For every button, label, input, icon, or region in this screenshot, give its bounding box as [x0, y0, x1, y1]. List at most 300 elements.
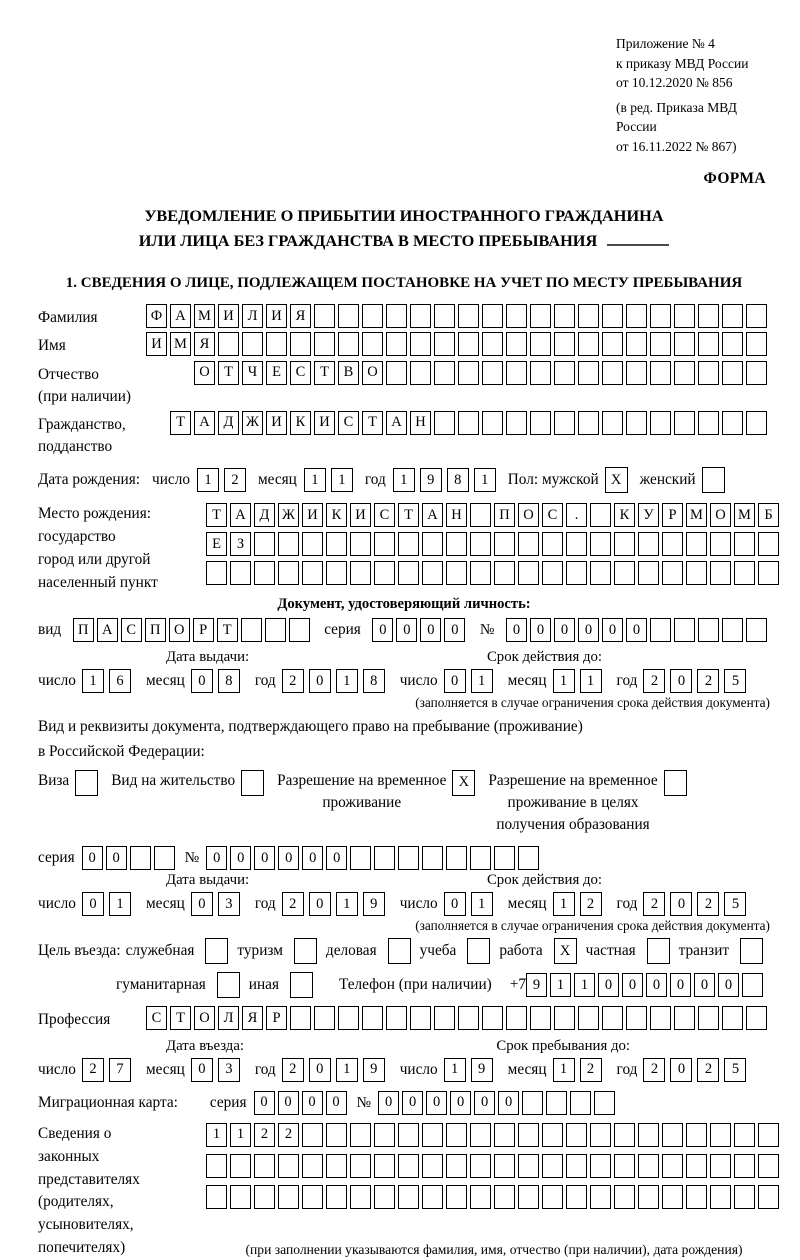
form-cell[interactable]: Л	[242, 304, 263, 328]
form-cell[interactable]	[350, 846, 371, 870]
form-cell[interactable]: 9	[363, 892, 385, 916]
form-cell[interactable]	[626, 304, 647, 328]
temp-residence-education-checkbox[interactable]	[658, 770, 687, 796]
form-cell[interactable]	[602, 304, 623, 328]
form-cell[interactable]: 1	[109, 892, 131, 916]
form-cell[interactable]	[422, 532, 443, 556]
form-cell[interactable]: А	[386, 411, 407, 435]
form-cell[interactable]	[650, 618, 671, 642]
option-checkbox[interactable]	[388, 938, 411, 964]
residence-permit-checkbox[interactable]	[235, 770, 264, 796]
form-cell[interactable]	[518, 846, 539, 870]
form-cell[interactable]	[350, 532, 371, 556]
form-cell[interactable]	[482, 304, 503, 328]
form-cell[interactable]: 0	[191, 892, 213, 916]
form-cell[interactable]	[554, 361, 575, 385]
expiry-year-input[interactable]	[643, 669, 751, 693]
issue-day-input[interactable]	[82, 669, 136, 693]
form-cell[interactable]: П	[145, 618, 166, 642]
representatives-line2-input[interactable]	[206, 1154, 782, 1178]
form-cell[interactable]	[522, 1091, 543, 1115]
form-cell[interactable]	[458, 304, 479, 328]
form-cell[interactable]: С	[121, 618, 142, 642]
issue-year-input[interactable]	[282, 669, 390, 693]
doc-number-input[interactable]	[506, 618, 770, 642]
form-cell[interactable]	[710, 1185, 731, 1209]
form-cell[interactable]: .	[566, 503, 587, 527]
form-cell[interactable]	[422, 1185, 443, 1209]
form-cell[interactable]	[638, 1185, 659, 1209]
form-cell[interactable]	[554, 332, 575, 356]
residence-series-input[interactable]	[82, 846, 178, 870]
form-cell[interactable]	[302, 532, 323, 556]
form-cell[interactable]	[566, 1185, 587, 1209]
form-cell[interactable]	[686, 561, 707, 585]
checkbox-cell[interactable]	[241, 770, 264, 796]
form-cell[interactable]: 1	[82, 669, 104, 693]
form-cell[interactable]	[422, 1154, 443, 1178]
form-cell[interactable]	[422, 846, 443, 870]
form-cell[interactable]: 0	[309, 669, 331, 693]
form-cell[interactable]: Ф	[146, 304, 167, 328]
form-cell[interactable]	[578, 1006, 599, 1030]
form-cell[interactable]	[230, 561, 251, 585]
form-cell[interactable]	[614, 1123, 635, 1147]
residence-expiry-day-input[interactable]	[444, 892, 498, 916]
form-cell[interactable]	[506, 1006, 527, 1030]
profession-input[interactable]	[146, 1006, 770, 1030]
form-cell[interactable]	[398, 846, 419, 870]
form-cell[interactable]: 0	[530, 618, 551, 642]
form-cell[interactable]	[674, 618, 695, 642]
form-cell[interactable]	[638, 532, 659, 556]
form-cell[interactable]: Т	[314, 361, 335, 385]
form-cell[interactable]	[518, 1154, 539, 1178]
form-cell[interactable]	[722, 304, 743, 328]
option-checkbox[interactable]: X	[554, 938, 577, 964]
form-cell[interactable]	[614, 532, 635, 556]
form-cell[interactable]	[710, 1123, 731, 1147]
form-cell[interactable]: К	[326, 503, 347, 527]
form-cell[interactable]: 0	[426, 1091, 447, 1115]
entry-day-input[interactable]	[82, 1058, 136, 1082]
form-cell[interactable]	[398, 532, 419, 556]
form-cell[interactable]: 9	[420, 468, 442, 492]
form-cell[interactable]	[542, 1154, 563, 1178]
form-cell[interactable]: 1	[336, 1058, 358, 1082]
form-cell[interactable]: И	[302, 503, 323, 527]
form-cell[interactable]	[338, 332, 359, 356]
form-cell[interactable]	[746, 361, 767, 385]
form-cell[interactable]	[638, 1123, 659, 1147]
form-cell[interactable]	[398, 561, 419, 585]
form-cell[interactable]	[230, 1154, 251, 1178]
form-cell[interactable]: 0	[554, 618, 575, 642]
form-cell[interactable]: Д	[254, 503, 275, 527]
form-cell[interactable]	[422, 561, 443, 585]
form-cell[interactable]	[422, 1123, 443, 1147]
form-cell[interactable]	[458, 361, 479, 385]
form-cell[interactable]	[590, 503, 611, 527]
form-cell[interactable]	[482, 361, 503, 385]
form-cell[interactable]: 2	[224, 468, 246, 492]
form-cell[interactable]	[302, 1185, 323, 1209]
form-cell[interactable]	[350, 561, 371, 585]
form-cell[interactable]	[374, 532, 395, 556]
form-cell[interactable]: 2	[282, 892, 304, 916]
form-cell[interactable]: 8	[218, 669, 240, 693]
form-cell[interactable]	[686, 1185, 707, 1209]
birth-year-input[interactable]	[393, 468, 501, 492]
form-cell[interactable]	[398, 1185, 419, 1209]
form-cell[interactable]	[734, 1123, 755, 1147]
form-cell[interactable]	[686, 1123, 707, 1147]
form-cell[interactable]	[446, 1185, 467, 1209]
form-cell[interactable]	[578, 332, 599, 356]
form-cell[interactable]	[434, 332, 455, 356]
temp-residence-checkbox[interactable]	[446, 770, 475, 796]
form-cell[interactable]	[506, 332, 527, 356]
form-cell[interactable]	[542, 561, 563, 585]
option-checkbox[interactable]	[740, 938, 763, 964]
form-cell[interactable]	[710, 561, 731, 585]
form-cell[interactable]	[554, 411, 575, 435]
form-cell[interactable]: 0	[718, 973, 739, 997]
form-cell[interactable]	[746, 1006, 767, 1030]
form-cell[interactable]: 0	[626, 618, 647, 642]
form-cell[interactable]	[758, 1154, 779, 1178]
form-cell[interactable]: 1	[580, 669, 602, 693]
form-cell[interactable]	[434, 1006, 455, 1030]
form-cell[interactable]: А	[170, 304, 191, 328]
form-cell[interactable]	[602, 332, 623, 356]
form-cell[interactable]	[506, 411, 527, 435]
form-cell[interactable]: 2	[580, 892, 602, 916]
form-cell[interactable]	[470, 1154, 491, 1178]
form-cell[interactable]	[470, 846, 491, 870]
form-cell[interactable]: 0	[450, 1091, 471, 1115]
form-cell[interactable]: П	[494, 503, 515, 527]
form-cell[interactable]: Я	[242, 1006, 263, 1030]
form-cell[interactable]: 1	[197, 468, 219, 492]
form-cell[interactable]: И	[266, 411, 287, 435]
form-cell[interactable]: 0	[578, 618, 599, 642]
form-cell[interactable]	[746, 332, 767, 356]
form-cell[interactable]	[602, 411, 623, 435]
form-cell[interactable]	[494, 561, 515, 585]
form-cell[interactable]: Р	[266, 1006, 287, 1030]
form-cell[interactable]	[746, 618, 767, 642]
form-cell[interactable]: 0	[278, 1091, 299, 1115]
form-cell[interactable]	[314, 332, 335, 356]
migration-number-input[interactable]	[378, 1091, 618, 1115]
form-cell[interactable]: А	[422, 503, 443, 527]
form-cell[interactable]	[206, 561, 227, 585]
form-cell[interactable]	[594, 1091, 615, 1115]
form-cell[interactable]	[746, 411, 767, 435]
form-cell[interactable]	[254, 1185, 275, 1209]
form-cell[interactable]	[662, 1154, 683, 1178]
form-cell[interactable]: 0	[420, 618, 441, 642]
form-cell[interactable]	[410, 361, 431, 385]
form-cell[interactable]: 2	[82, 1058, 104, 1082]
form-cell[interactable]: О	[710, 503, 731, 527]
form-cell[interactable]	[494, 1154, 515, 1178]
form-cell[interactable]	[458, 1006, 479, 1030]
form-cell[interactable]	[722, 618, 743, 642]
form-cell[interactable]	[434, 411, 455, 435]
form-cell[interactable]: 0	[254, 846, 275, 870]
form-cell[interactable]	[470, 532, 491, 556]
form-cell[interactable]: 9	[471, 1058, 493, 1082]
form-cell[interactable]	[506, 304, 527, 328]
form-cell[interactable]	[130, 846, 151, 870]
form-cell[interactable]	[326, 1185, 347, 1209]
form-cell[interactable]	[410, 304, 431, 328]
form-cell[interactable]	[350, 1123, 371, 1147]
form-cell[interactable]: 5	[724, 669, 746, 693]
form-cell[interactable]	[446, 1123, 467, 1147]
form-cell[interactable]: Т	[170, 1006, 191, 1030]
citizenship-input[interactable]	[170, 411, 770, 435]
form-cell[interactable]	[410, 332, 431, 356]
visa-checkbox[interactable]	[69, 770, 98, 796]
form-cell[interactable]	[470, 1185, 491, 1209]
form-cell[interactable]	[518, 1123, 539, 1147]
form-cell[interactable]: 6	[109, 669, 131, 693]
form-cell[interactable]	[674, 332, 695, 356]
form-cell[interactable]: 0	[372, 618, 393, 642]
form-cell[interactable]	[590, 1185, 611, 1209]
form-cell[interactable]	[386, 1006, 407, 1030]
form-cell[interactable]	[554, 304, 575, 328]
form-cell[interactable]: И	[314, 411, 335, 435]
form-cell[interactable]	[590, 1123, 611, 1147]
form-cell[interactable]: И	[350, 503, 371, 527]
form-cell[interactable]: 0	[82, 892, 104, 916]
form-cell[interactable]	[470, 1123, 491, 1147]
form-cell[interactable]	[626, 332, 647, 356]
surname-input[interactable]	[146, 304, 770, 328]
form-cell[interactable]: 2	[643, 1058, 665, 1082]
form-cell[interactable]	[470, 503, 491, 527]
checkbox-cell[interactable]: X	[452, 770, 475, 796]
checkbox-cell[interactable]	[75, 770, 98, 796]
form-cell[interactable]: М	[170, 332, 191, 356]
representatives-line3-input[interactable]	[206, 1185, 782, 1209]
form-cell[interactable]: 0	[498, 1091, 519, 1115]
option-checkbox[interactable]	[294, 938, 317, 964]
form-cell[interactable]: Е	[266, 361, 287, 385]
residence-number-input[interactable]	[206, 846, 542, 870]
form-cell[interactable]	[722, 332, 743, 356]
form-cell[interactable]: 1	[550, 973, 571, 997]
form-cell[interactable]	[758, 532, 779, 556]
form-cell[interactable]: 9	[526, 973, 547, 997]
form-cell[interactable]: 1	[336, 669, 358, 693]
birth-day-input[interactable]	[197, 468, 251, 492]
form-cell[interactable]	[590, 561, 611, 585]
form-cell[interactable]: 2	[643, 669, 665, 693]
form-cell[interactable]	[314, 304, 335, 328]
form-cell[interactable]	[530, 411, 551, 435]
form-cell[interactable]: 0	[106, 846, 127, 870]
form-cell[interactable]: 2	[278, 1123, 299, 1147]
form-cell[interactable]: 1	[553, 1058, 575, 1082]
form-cell[interactable]: О	[518, 503, 539, 527]
form-cell[interactable]: 0	[402, 1091, 423, 1115]
form-cell[interactable]: 2	[580, 1058, 602, 1082]
form-cell[interactable]: П	[73, 618, 94, 642]
form-cell[interactable]: 5	[724, 1058, 746, 1082]
form-cell[interactable]: 1	[553, 892, 575, 916]
form-cell[interactable]: 2	[697, 1058, 719, 1082]
form-cell[interactable]: А	[194, 411, 215, 435]
form-cell[interactable]	[265, 618, 286, 642]
entry-month-input[interactable]	[191, 1058, 245, 1082]
doc-type-input[interactable]	[73, 618, 313, 642]
form-cell[interactable]: С	[542, 503, 563, 527]
form-cell[interactable]	[362, 304, 383, 328]
form-cell[interactable]: В	[338, 361, 359, 385]
birth-place-line1-input[interactable]	[206, 503, 782, 527]
form-cell[interactable]: 0	[302, 1091, 323, 1115]
form-cell[interactable]: 1	[206, 1123, 227, 1147]
form-cell[interactable]: 1	[230, 1123, 251, 1147]
form-cell[interactable]	[254, 532, 275, 556]
form-cell[interactable]	[650, 304, 671, 328]
form-cell[interactable]	[326, 1154, 347, 1178]
form-cell[interactable]: 0	[670, 973, 691, 997]
form-cell[interactable]	[626, 1006, 647, 1030]
form-cell[interactable]: 1	[553, 669, 575, 693]
form-cell[interactable]: Р	[193, 618, 214, 642]
form-cell[interactable]: М	[194, 304, 215, 328]
form-cell[interactable]: А	[230, 503, 251, 527]
birth-month-input[interactable]	[304, 468, 358, 492]
form-cell[interactable]	[278, 561, 299, 585]
form-cell[interactable]: 0	[254, 1091, 275, 1115]
phone-input[interactable]	[526, 973, 766, 997]
form-cell[interactable]: С	[338, 411, 359, 435]
form-cell[interactable]: 1	[474, 468, 496, 492]
form-cell[interactable]	[662, 532, 683, 556]
form-cell[interactable]: 0	[191, 669, 213, 693]
form-cell[interactable]	[530, 1006, 551, 1030]
form-cell[interactable]	[758, 561, 779, 585]
form-cell[interactable]: Т	[398, 503, 419, 527]
form-cell[interactable]: 0	[191, 1058, 213, 1082]
migration-series-input[interactable]	[254, 1091, 350, 1115]
form-cell[interactable]: 2	[697, 892, 719, 916]
form-cell[interactable]	[518, 561, 539, 585]
form-cell[interactable]: 8	[363, 669, 385, 693]
form-cell[interactable]	[482, 1006, 503, 1030]
form-cell[interactable]: С	[290, 361, 311, 385]
form-cell[interactable]	[734, 561, 755, 585]
form-cell[interactable]	[566, 1154, 587, 1178]
form-cell[interactable]: О	[194, 1006, 215, 1030]
form-cell[interactable]: 1	[444, 1058, 466, 1082]
form-cell[interactable]: Ж	[242, 411, 263, 435]
form-cell[interactable]: 1	[471, 892, 493, 916]
form-cell[interactable]	[241, 618, 262, 642]
form-cell[interactable]	[350, 1185, 371, 1209]
form-cell[interactable]	[446, 846, 467, 870]
form-cell[interactable]: 0	[694, 973, 715, 997]
form-cell[interactable]: 1	[331, 468, 353, 492]
form-cell[interactable]	[614, 1154, 635, 1178]
form-cell[interactable]	[710, 1154, 731, 1178]
birth-place-line3-input[interactable]	[206, 561, 782, 585]
form-cell[interactable]	[698, 304, 719, 328]
form-cell[interactable]	[362, 1006, 383, 1030]
expiry-day-input[interactable]	[444, 669, 498, 693]
form-cell[interactable]	[590, 1154, 611, 1178]
form-cell[interactable]: С	[374, 503, 395, 527]
form-cell[interactable]	[758, 1185, 779, 1209]
form-cell[interactable]	[698, 332, 719, 356]
form-cell[interactable]	[698, 1006, 719, 1030]
form-cell[interactable]	[734, 532, 755, 556]
form-cell[interactable]: Р	[662, 503, 683, 527]
form-cell[interactable]: И	[146, 332, 167, 356]
form-cell[interactable]	[278, 1185, 299, 1209]
form-cell[interactable]	[746, 304, 767, 328]
form-cell[interactable]: 8	[447, 468, 469, 492]
form-cell[interactable]	[218, 332, 239, 356]
form-cell[interactable]: 0	[302, 846, 323, 870]
form-cell[interactable]: 0	[378, 1091, 399, 1115]
form-cell[interactable]: К	[614, 503, 635, 527]
form-cell[interactable]: И	[266, 304, 287, 328]
form-cell[interactable]	[374, 561, 395, 585]
form-cell[interactable]	[758, 1123, 779, 1147]
form-cell[interactable]	[674, 361, 695, 385]
form-cell[interactable]: 0	[309, 892, 331, 916]
given-name-input[interactable]	[146, 332, 770, 356]
form-cell[interactable]: О	[169, 618, 190, 642]
form-cell[interactable]	[602, 1006, 623, 1030]
form-cell[interactable]	[446, 532, 467, 556]
form-cell[interactable]	[570, 1091, 591, 1115]
form-cell[interactable]	[374, 1154, 395, 1178]
form-cell[interactable]	[674, 1006, 695, 1030]
sex-male-checkbox[interactable]	[599, 467, 628, 493]
form-cell[interactable]	[326, 1123, 347, 1147]
form-cell[interactable]: Т	[206, 503, 227, 527]
form-cell[interactable]	[626, 411, 647, 435]
form-cell[interactable]: 0	[309, 1058, 331, 1082]
form-cell[interactable]	[662, 561, 683, 585]
form-cell[interactable]	[674, 304, 695, 328]
form-cell[interactable]	[638, 561, 659, 585]
form-cell[interactable]: 3	[218, 892, 240, 916]
form-cell[interactable]	[518, 1185, 539, 1209]
form-cell[interactable]	[278, 1154, 299, 1178]
form-cell[interactable]: 0	[602, 618, 623, 642]
form-cell[interactable]	[254, 561, 275, 585]
form-cell[interactable]	[374, 1185, 395, 1209]
form-cell[interactable]: 2	[697, 669, 719, 693]
form-cell[interactable]	[710, 532, 731, 556]
sex-female-checkbox[interactable]	[696, 467, 725, 493]
form-cell[interactable]: 0	[230, 846, 251, 870]
form-cell[interactable]: Т	[362, 411, 383, 435]
form-cell[interactable]: 2	[254, 1123, 275, 1147]
stay-day-input[interactable]	[444, 1058, 498, 1082]
form-cell[interactable]	[638, 1154, 659, 1178]
